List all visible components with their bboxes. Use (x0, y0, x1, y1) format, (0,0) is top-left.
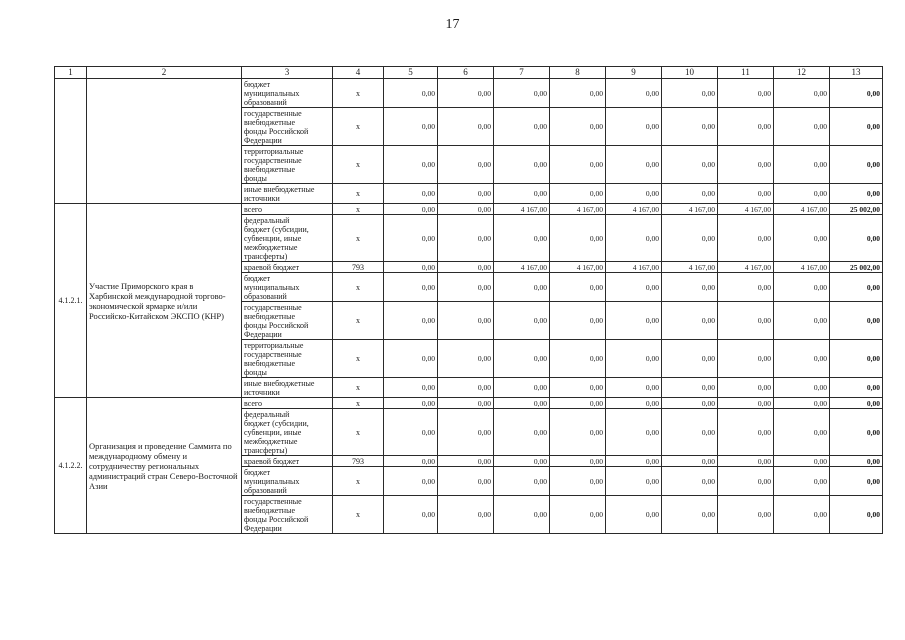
total-value-cell: 0,00 (830, 409, 883, 456)
funding-source-cell (242, 302, 333, 340)
budget-code-cell: х (333, 378, 384, 398)
item-number-cell: 4.1.2.1. (55, 204, 87, 398)
budget-code-cell: х (333, 184, 384, 204)
table-body (55, 67, 883, 534)
funding-source-line: бюджет (субсидии, (244, 224, 309, 234)
year-value-cell: 0,00 (438, 467, 494, 496)
item-number-cell: 4.1.2.2. (55, 398, 87, 534)
total-value-cell: 0,00 (830, 79, 883, 108)
year-value-cell: 0,00 (718, 215, 774, 262)
funding-source-line: всего (244, 398, 263, 408)
total-value-cell: 0,00 (830, 340, 883, 378)
funding-source-line: иные внебюджетные (244, 184, 315, 194)
year-value-cell: 0,00 (774, 496, 830, 534)
year-value-cell: 0,00 (606, 496, 662, 534)
funding-source-line: государственные (244, 155, 302, 165)
funding-source-cell (242, 467, 333, 496)
year-value-cell: 0,00 (438, 378, 494, 398)
funding-source-line: субвенции, иные (244, 427, 302, 437)
funding-source-line: бюджет (субсидии, (244, 418, 309, 428)
header-cell: 11 (718, 67, 774, 79)
funding-source-line: фонды Российской (244, 126, 309, 136)
header-cell: 10 (662, 67, 718, 79)
funding-source-line: внебюджетные (244, 358, 295, 368)
funding-source-line: иные внебюджетные (244, 378, 315, 388)
total-value-cell: 25 002,00 (830, 204, 883, 215)
year-value-cell: 0,00 (494, 273, 550, 302)
year-value-cell: 0,00 (774, 340, 830, 378)
funding-source-line: территориальные (244, 340, 304, 350)
year-value-cell: 4 167,00 (550, 204, 606, 215)
year-value-cell: 0,00 (606, 146, 662, 184)
year-value-cell: 0,00 (606, 340, 662, 378)
funding-source-line: бюджет (244, 79, 271, 89)
year-value-cell: 0,00 (494, 456, 550, 467)
funding-source-line: муниципальных (244, 282, 300, 292)
year-value-cell: 0,00 (438, 108, 494, 146)
year-value-cell: 0,00 (384, 456, 438, 467)
year-value-cell: 0,00 (718, 456, 774, 467)
funding-source-line: федеральный (244, 215, 290, 225)
year-value-cell: 0,00 (384, 340, 438, 378)
budget-code-cell: х (333, 467, 384, 496)
year-value-cell: 0,00 (494, 146, 550, 184)
measure-name-cell (87, 79, 242, 204)
year-value-cell: 0,00 (662, 409, 718, 456)
year-value-cell: 0,00 (662, 108, 718, 146)
year-value-cell: 0,00 (718, 302, 774, 340)
year-value-cell: 0,00 (550, 273, 606, 302)
funding-source-line: внебюджетные (244, 505, 295, 515)
year-value-cell: 4 167,00 (662, 204, 718, 215)
funding-source-cell (242, 378, 333, 398)
year-value-cell: 0,00 (438, 146, 494, 184)
year-value-cell: 0,00 (662, 456, 718, 467)
funding-source-line: субвенции, иные (244, 233, 302, 243)
budget-code-cell: х (333, 108, 384, 146)
year-value-cell: 0,00 (438, 273, 494, 302)
funding-source-cell (242, 273, 333, 302)
measure-name-cell: Организация и проведение Саммита по международному обмену и сотрудничеству региональных администраций стран Северо-Восточной Азии (87, 398, 242, 534)
year-value-cell: 0,00 (384, 215, 438, 262)
year-value-cell: 0,00 (774, 456, 830, 467)
funding-source-cell (242, 262, 333, 273)
funding-source-line: фонды Российской (244, 320, 309, 330)
total-value-cell: 0,00 (830, 496, 883, 534)
year-value-cell: 0,00 (662, 340, 718, 378)
funding-source-line: трансферты) (244, 251, 288, 261)
header-cell: 12 (774, 67, 830, 79)
total-value-cell: 0,00 (830, 215, 883, 262)
year-value-cell: 0,00 (494, 79, 550, 108)
year-value-cell: 0,00 (438, 262, 494, 273)
funding-source-cell (242, 456, 333, 467)
year-value-cell: 0,00 (774, 302, 830, 340)
year-value-cell: 0,00 (494, 340, 550, 378)
year-value-cell: 0,00 (550, 215, 606, 262)
funding-source-line: муниципальных (244, 88, 300, 98)
year-value-cell: 0,00 (384, 262, 438, 273)
year-value-cell: 4 167,00 (550, 262, 606, 273)
year-value-cell: 0,00 (662, 398, 718, 409)
year-value-cell: 4 167,00 (774, 262, 830, 273)
year-value-cell: 0,00 (718, 467, 774, 496)
budget-table (54, 66, 883, 534)
year-value-cell: 0,00 (550, 108, 606, 146)
funding-source-line: внебюджетные (244, 311, 295, 321)
year-value-cell: 0,00 (384, 273, 438, 302)
budget-code-cell: х (333, 340, 384, 378)
header-cell: 13 (830, 67, 883, 79)
year-value-cell: 0,00 (384, 79, 438, 108)
funding-source-line: Федерации (244, 523, 282, 533)
funding-source-line: государственные (244, 108, 302, 118)
budget-code-cell: 793 (333, 456, 384, 467)
funding-source-cell (242, 108, 333, 146)
year-value-cell: 0,00 (384, 184, 438, 204)
year-value-cell: 4 167,00 (718, 262, 774, 273)
funding-source-line: всего (244, 204, 263, 214)
funding-source-line: трансферты) (244, 445, 288, 455)
header-cell: 1 (55, 67, 87, 79)
budget-code-cell: х (333, 79, 384, 108)
year-value-cell: 0,00 (606, 456, 662, 467)
year-value-cell: 0,00 (718, 496, 774, 534)
budget-code-cell: х (333, 273, 384, 302)
year-value-cell: 0,00 (606, 273, 662, 302)
budget-code-cell: х (333, 398, 384, 409)
total-value-cell: 0,00 (830, 378, 883, 398)
year-value-cell: 0,00 (606, 302, 662, 340)
year-value-cell: 0,00 (774, 215, 830, 262)
funding-source-line: источники (244, 193, 280, 203)
funding-source-cell (242, 79, 333, 108)
year-value-cell: 0,00 (550, 378, 606, 398)
funding-source-cell (242, 398, 333, 409)
funding-source-line: Федерации (244, 329, 282, 339)
year-value-cell: 0,00 (550, 409, 606, 456)
funding-source-line: бюджет (244, 273, 271, 283)
header-cell: 4 (333, 67, 384, 79)
year-value-cell: 0,00 (774, 467, 830, 496)
year-value-cell: 0,00 (774, 409, 830, 456)
year-value-cell: 0,00 (606, 398, 662, 409)
header-cell: 8 (550, 67, 606, 79)
total-value-cell: 0,00 (830, 398, 883, 409)
header-cell: 7 (494, 67, 550, 79)
year-value-cell: 0,00 (494, 378, 550, 398)
year-value-cell: 0,00 (494, 184, 550, 204)
year-value-cell: 0,00 (662, 184, 718, 204)
year-value-cell: 0,00 (438, 496, 494, 534)
year-value-cell: 0,00 (438, 184, 494, 204)
year-value-cell: 0,00 (384, 398, 438, 409)
year-value-cell: 0,00 (662, 378, 718, 398)
funding-source-line: внебюджетные (244, 117, 295, 127)
year-value-cell: 0,00 (438, 204, 494, 215)
funding-source-line: территориальные (244, 146, 304, 156)
year-value-cell: 0,00 (494, 496, 550, 534)
budget-code-cell: х (333, 146, 384, 184)
header-cell: 5 (384, 67, 438, 79)
year-value-cell: 0,00 (550, 184, 606, 204)
table-row (55, 398, 883, 409)
funding-source-line: краевой бюджет (244, 262, 300, 272)
year-value-cell: 0,00 (606, 409, 662, 456)
year-value-cell: 0,00 (718, 273, 774, 302)
year-value-cell: 0,00 (662, 467, 718, 496)
funding-source-line: Федерации (244, 135, 282, 145)
year-value-cell: 4 167,00 (606, 262, 662, 273)
funding-source-cell (242, 184, 333, 204)
year-value-cell: 0,00 (606, 108, 662, 146)
budget-code-cell: х (333, 204, 384, 215)
year-value-cell: 0,00 (384, 467, 438, 496)
year-value-cell: 0,00 (718, 378, 774, 398)
total-value-cell: 25 002,00 (830, 262, 883, 273)
year-value-cell: 0,00 (550, 456, 606, 467)
page-number: 17 (445, 17, 460, 32)
year-value-cell: 0,00 (662, 215, 718, 262)
total-value-cell: 0,00 (830, 184, 883, 204)
funding-source-line: федеральный (244, 409, 290, 419)
year-value-cell: 4 167,00 (774, 204, 830, 215)
year-value-cell: 0,00 (774, 398, 830, 409)
year-value-cell: 4 167,00 (606, 204, 662, 215)
year-value-cell: 0,00 (550, 398, 606, 409)
funding-source-line: источники (244, 387, 280, 397)
funding-source-line: государственные (244, 496, 302, 506)
total-value-cell: 0,00 (830, 467, 883, 496)
total-value-cell: 0,00 (830, 273, 883, 302)
funding-source-line: межбюджетные (244, 242, 298, 252)
funding-source-line: государственные (244, 349, 302, 359)
year-value-cell: 0,00 (550, 467, 606, 496)
year-value-cell: 0,00 (606, 79, 662, 108)
year-value-cell: 0,00 (718, 184, 774, 204)
funding-source-cell (242, 340, 333, 378)
funding-source-line: государственные (244, 302, 302, 312)
year-value-cell: 0,00 (606, 467, 662, 496)
funding-source-cell (242, 204, 333, 215)
year-value-cell: 0,00 (438, 302, 494, 340)
year-value-cell: 0,00 (494, 215, 550, 262)
year-value-cell: 0,00 (550, 302, 606, 340)
year-value-cell: 0,00 (494, 398, 550, 409)
year-value-cell: 0,00 (606, 215, 662, 262)
budget-code-cell: х (333, 215, 384, 262)
year-value-cell: 0,00 (494, 108, 550, 146)
header-cell: 2 (87, 67, 242, 79)
total-value-cell: 0,00 (830, 456, 883, 467)
funding-source-line: образований (244, 97, 287, 107)
funding-source-line: фонды Российской (244, 514, 309, 524)
funding-source-line: муниципальных (244, 476, 300, 486)
funding-source-cell (242, 146, 333, 184)
year-value-cell: 0,00 (774, 184, 830, 204)
year-value-cell: 0,00 (494, 467, 550, 496)
year-value-cell: 0,00 (606, 184, 662, 204)
year-value-cell: 0,00 (718, 108, 774, 146)
year-value-cell: 0,00 (774, 79, 830, 108)
year-value-cell: 0,00 (494, 302, 550, 340)
budget-code-cell: х (333, 496, 384, 534)
funding-source-line: межбюджетные (244, 436, 298, 446)
funding-source-line: образований (244, 291, 287, 301)
budget-code-cell: х (333, 409, 384, 456)
year-value-cell: 0,00 (494, 409, 550, 456)
year-value-cell: 4 167,00 (718, 204, 774, 215)
funding-source-cell (242, 215, 333, 262)
funding-source-line: образований (244, 485, 287, 495)
funding-source-line: фонды (244, 173, 267, 183)
year-value-cell: 4 167,00 (494, 262, 550, 273)
year-value-cell: 0,00 (550, 340, 606, 378)
year-value-cell: 0,00 (384, 146, 438, 184)
header-cell: 9 (606, 67, 662, 79)
year-value-cell: 0,00 (606, 378, 662, 398)
header-cell: 6 (438, 67, 494, 79)
year-value-cell: 0,00 (662, 273, 718, 302)
year-value-cell: 4 167,00 (494, 204, 550, 215)
year-value-cell: 0,00 (718, 409, 774, 456)
header-cell: 3 (242, 67, 333, 79)
funding-source-cell (242, 496, 333, 534)
year-value-cell: 0,00 (384, 204, 438, 215)
year-value-cell: 0,00 (438, 456, 494, 467)
funding-source-line: внебюджетные (244, 164, 295, 174)
total-value-cell: 0,00 (830, 302, 883, 340)
year-value-cell: 0,00 (774, 378, 830, 398)
funding-source-line: бюджет (244, 467, 271, 477)
table-row (55, 204, 883, 215)
funding-source-cell (242, 409, 333, 456)
year-value-cell: 0,00 (438, 215, 494, 262)
year-value-cell: 0,00 (662, 79, 718, 108)
year-value-cell: 0,00 (438, 79, 494, 108)
year-value-cell: 0,00 (662, 146, 718, 184)
budget-code-cell: х (333, 302, 384, 340)
year-value-cell: 0,00 (718, 340, 774, 378)
year-value-cell: 0,00 (384, 302, 438, 340)
total-value-cell: 0,00 (830, 146, 883, 184)
year-value-cell: 0,00 (662, 496, 718, 534)
funding-source-line: фонды (244, 367, 267, 377)
item-number-cell (55, 79, 87, 204)
total-value-cell: 0,00 (830, 108, 883, 146)
year-value-cell: 0,00 (438, 398, 494, 409)
year-value-cell: 0,00 (774, 108, 830, 146)
year-value-cell: 0,00 (662, 302, 718, 340)
year-value-cell: 0,00 (384, 496, 438, 534)
year-value-cell: 0,00 (384, 108, 438, 146)
year-value-cell: 0,00 (774, 146, 830, 184)
measure-name-cell: Участие Приморского края в Харбинской международной торгово-экономической ярмарке и/или Российско-Китайском ЭКСПО (КНР) (87, 204, 242, 398)
funding-source-line: краевой бюджет (244, 456, 300, 466)
year-value-cell: 0,00 (438, 340, 494, 378)
year-value-cell: 0,00 (718, 146, 774, 184)
budget-code-cell: 793 (333, 262, 384, 273)
year-value-cell: 4 167,00 (662, 262, 718, 273)
year-value-cell: 0,00 (384, 409, 438, 456)
header-row (55, 67, 883, 79)
year-value-cell: 0,00 (774, 273, 830, 302)
year-value-cell: 0,00 (718, 79, 774, 108)
year-value-cell: 0,00 (550, 496, 606, 534)
year-value-cell: 0,00 (384, 378, 438, 398)
year-value-cell: 0,00 (550, 146, 606, 184)
table-row (55, 79, 883, 108)
year-value-cell: 0,00 (718, 398, 774, 409)
year-value-cell: 0,00 (438, 409, 494, 456)
year-value-cell: 0,00 (550, 79, 606, 108)
